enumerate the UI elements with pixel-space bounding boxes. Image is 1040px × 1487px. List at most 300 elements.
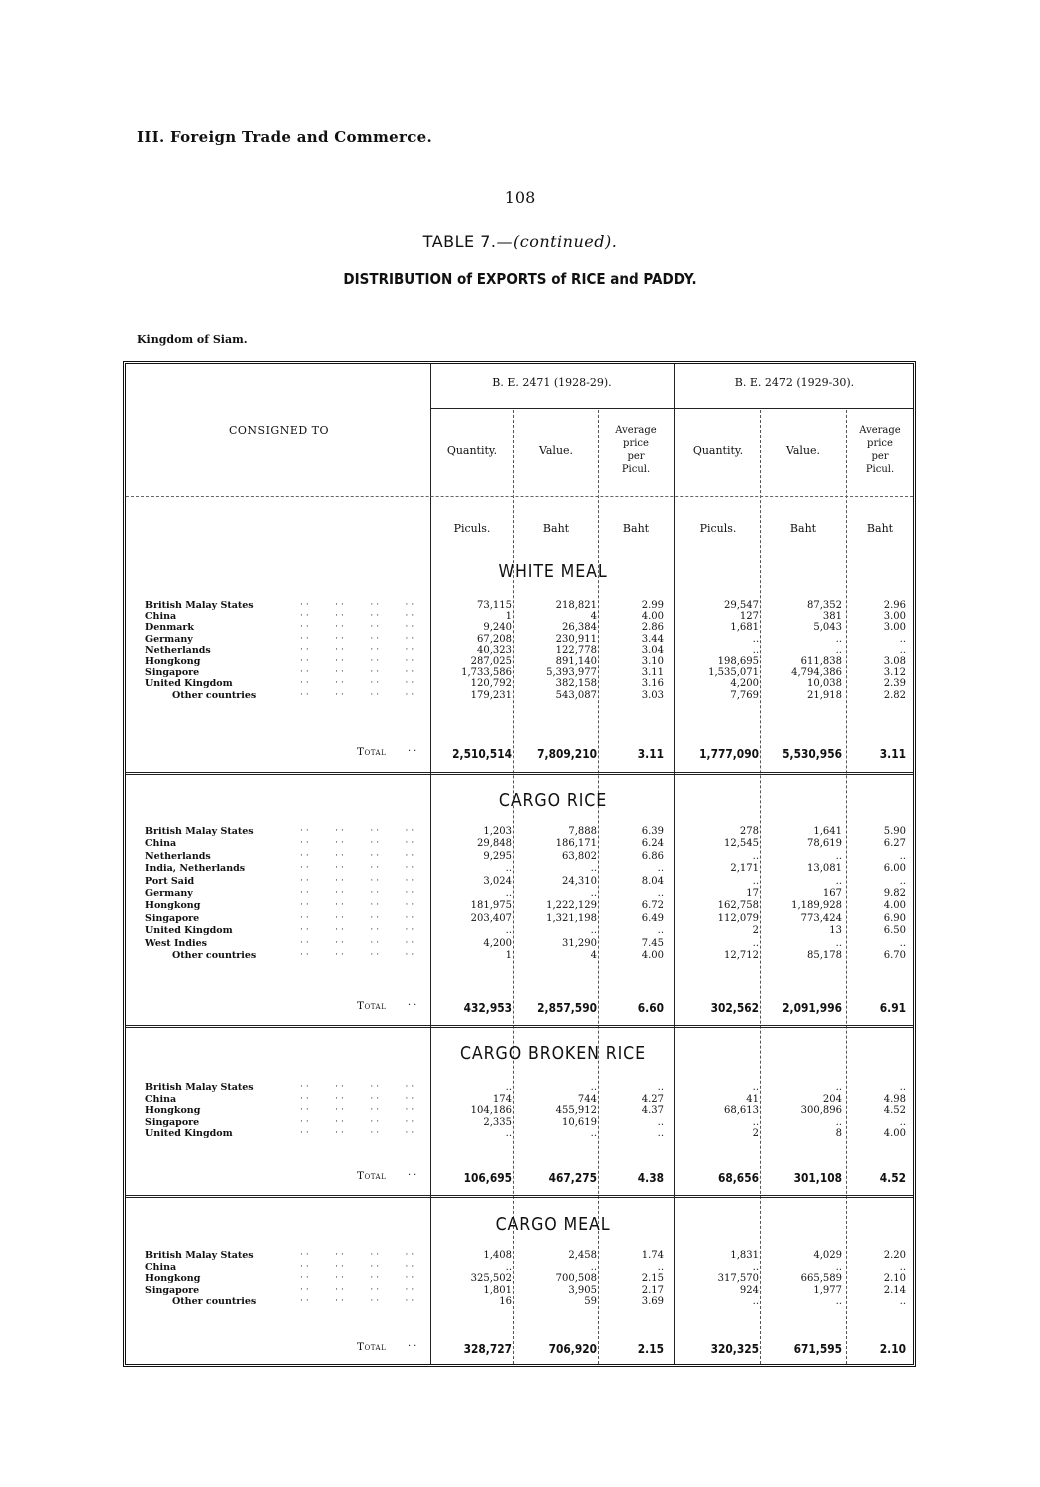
cell-c5: 1,977 xyxy=(813,1284,842,1296)
cell-c2: 230,911 xyxy=(555,633,597,645)
cell-c4: 68,613 xyxy=(724,1105,759,1116)
total-c4: 1,777,090 xyxy=(699,746,759,761)
cell-c4: .. xyxy=(752,937,759,949)
average-header-1-line1: Average xyxy=(615,425,657,436)
leader-dots: ·· ·· ·· ·· xyxy=(300,611,418,622)
total-c3: 2.15 xyxy=(637,1341,664,1356)
table-row xyxy=(0,1128,1040,1139)
cell-c3: 6.72 xyxy=(641,900,664,912)
table-row xyxy=(0,1082,1040,1093)
average-header-1-line2: price xyxy=(623,438,649,449)
leader-dots: ·· ·· ·· ·· xyxy=(300,622,418,633)
cell-c6: 2.20 xyxy=(883,1250,906,1261)
leader-dots: ·· ·· ·· ·· xyxy=(300,838,418,849)
table-row xyxy=(0,826,1040,837)
cell-c6: 2.10 xyxy=(883,1273,906,1284)
leader-dots: ·· ·· ·· ·· xyxy=(300,689,418,700)
row-country: Other countries xyxy=(172,950,257,961)
table-row xyxy=(0,1262,1040,1273)
cell-c2: 24,310 xyxy=(562,875,597,887)
cell-c4: 41 xyxy=(746,1093,759,1105)
cell-c4: .. xyxy=(752,1296,759,1307)
cell-c2: 891,140 xyxy=(555,656,597,667)
total-c5: 2,091,996 xyxy=(782,1000,842,1015)
cell-c6: .. xyxy=(899,937,906,949)
cell-c6: 4.00 xyxy=(883,1128,906,1139)
cell-c5: .. xyxy=(835,850,842,862)
row-country: United Kingdom xyxy=(145,925,233,937)
cell-c3: 3.44 xyxy=(641,633,664,645)
average-header-2-line3: per xyxy=(871,451,889,462)
total-label: Total xyxy=(357,1341,387,1353)
total-row xyxy=(0,1000,1040,1016)
total-c4: 302,562 xyxy=(710,1000,759,1015)
cell-c1: 4,200 xyxy=(483,937,512,949)
leader-dots: ·· ·· ·· ·· xyxy=(300,1082,418,1092)
cell-c3: .. xyxy=(657,925,664,937)
cell-c1: 1 xyxy=(505,950,512,961)
leader-dots: ·· ·· ·· ·· xyxy=(300,1273,418,1283)
rule-col-5 xyxy=(760,410,761,1364)
cell-c2: .. xyxy=(590,888,597,899)
cell-c1: 179,231 xyxy=(470,689,512,701)
cell-c1: 40,323 xyxy=(477,644,512,656)
cell-c3: 3.10 xyxy=(641,656,664,667)
cell-c2: 744 xyxy=(577,1093,597,1105)
cell-c3: 8.04 xyxy=(641,875,664,887)
average-header-2 xyxy=(848,424,912,476)
cell-c5: .. xyxy=(835,1116,842,1128)
period-2-header: B. E. 2472 (1929-30). xyxy=(734,376,855,389)
rule-col-6 xyxy=(846,410,847,1364)
cell-c5: 13 xyxy=(829,925,842,937)
row-country: Other countries xyxy=(172,1296,257,1307)
cell-c3: 4.37 xyxy=(641,1105,664,1116)
table-title-continued: —(continued). xyxy=(496,232,618,251)
leader-dots: ·· ·· ·· ·· xyxy=(300,644,418,655)
total-row xyxy=(0,746,1040,762)
table-row xyxy=(0,1105,1040,1116)
cell-c6: 3.00 xyxy=(883,611,906,623)
cell-c6: 3.00 xyxy=(883,622,906,634)
cell-c1: 73,115 xyxy=(477,600,512,611)
cell-c6: 5.90 xyxy=(883,826,906,837)
cell-c6: 6.70 xyxy=(883,950,906,961)
rule-section-3 xyxy=(126,1195,913,1198)
cell-c4: 1,831 xyxy=(730,1250,759,1261)
cell-c1: 2,335 xyxy=(483,1116,512,1128)
cell-c3: 4.00 xyxy=(641,950,664,961)
row-country: India, Netherlands xyxy=(145,863,246,875)
cell-c4: 2 xyxy=(752,1128,759,1139)
table-row xyxy=(0,838,1040,849)
cell-c6: 9.82 xyxy=(883,888,906,899)
cell-c6: 3.12 xyxy=(883,667,906,679)
cell-c5: 4,794,386 xyxy=(791,667,842,679)
cell-c3: 2.15 xyxy=(641,1273,664,1284)
cell-c4: .. xyxy=(752,850,759,862)
table-row xyxy=(0,645,1040,656)
cell-c3: 3.04 xyxy=(641,644,664,656)
leader-dots: ·· ·· ·· ·· xyxy=(300,1105,418,1115)
table-row xyxy=(0,656,1040,667)
table-row xyxy=(0,938,1040,949)
cell-c3: 3.03 xyxy=(641,689,664,701)
cell-c2: 4 xyxy=(590,950,597,961)
cell-c1: 203,407 xyxy=(470,912,512,924)
total-leader-dots: ·· xyxy=(408,1000,419,1011)
total-c1: 432,953 xyxy=(463,1000,512,1015)
row-country: British Malay States xyxy=(145,1250,254,1261)
unit-baht-2: Baht xyxy=(789,522,817,535)
cell-c4: 924 xyxy=(739,1284,759,1296)
cell-c4: 4,200 xyxy=(730,678,759,690)
cell-c3: 3.16 xyxy=(641,678,664,690)
cell-c4: .. xyxy=(752,1082,759,1093)
total-leader-dots: ·· xyxy=(408,1341,419,1352)
cell-c4: 278 xyxy=(739,826,759,837)
section-title: CARGO BROKEN RICE xyxy=(459,1043,647,1064)
average-header-2-line4: Picul. xyxy=(865,464,895,475)
leader-dots: ·· ·· ·· ·· xyxy=(300,863,418,874)
cell-c2: 1,222,129 xyxy=(546,900,597,912)
table-row xyxy=(0,690,1040,701)
period-1-header: B. E. 2471 (1928-29). xyxy=(492,376,612,389)
leader-dots: ·· ·· ·· ·· xyxy=(300,1128,418,1138)
table-row xyxy=(0,1250,1040,1261)
cell-c2: 10,619 xyxy=(562,1116,597,1128)
cell-c3: 7.45 xyxy=(641,937,664,949)
row-country: Germany xyxy=(145,888,193,899)
cell-c6: 3.08 xyxy=(883,656,906,667)
total-c1: 106,695 xyxy=(463,1170,512,1185)
table-row xyxy=(0,678,1040,689)
cell-c2: 382,158 xyxy=(555,678,597,690)
row-country: Hongkong xyxy=(145,900,201,912)
total-label: Total xyxy=(357,1170,387,1182)
cell-c5: 4,029 xyxy=(813,1250,842,1261)
rule-units-top xyxy=(126,496,913,497)
total-c5: 301,108 xyxy=(793,1170,842,1185)
cell-c4: 162,758 xyxy=(717,900,759,912)
cell-c4: 317,570 xyxy=(717,1273,759,1284)
cell-c4: 12,545 xyxy=(724,838,759,850)
cell-c5: .. xyxy=(835,644,842,656)
cell-c2: 700,508 xyxy=(555,1273,597,1284)
table-row xyxy=(0,950,1040,961)
cell-c4: .. xyxy=(752,1261,759,1273)
cell-c1: .. xyxy=(505,1082,512,1093)
cell-c5: .. xyxy=(835,937,842,949)
total-label: Total xyxy=(357,1000,387,1012)
cell-c2: .. xyxy=(590,1082,597,1093)
row-country: Singapore xyxy=(145,1116,200,1128)
cell-c1: .. xyxy=(505,863,512,875)
cell-c6: 4.00 xyxy=(883,900,906,912)
cell-c1: 1,408 xyxy=(483,1250,512,1261)
cell-c2: 186,171 xyxy=(555,838,597,850)
table-row xyxy=(0,913,1040,924)
total-c2: 7,809,210 xyxy=(537,746,597,761)
total-row xyxy=(0,1170,1040,1186)
leader-dots: ·· ·· ·· ·· xyxy=(300,600,418,610)
cell-c6: 4.52 xyxy=(883,1105,906,1116)
cell-c6: 2.14 xyxy=(883,1284,906,1296)
total-c6: 2.10 xyxy=(879,1341,906,1356)
cell-c3: 6.24 xyxy=(641,838,664,850)
cell-c3: 4.27 xyxy=(641,1093,664,1105)
row-country: Hongkong xyxy=(145,1273,201,1284)
total-c6: 4.52 xyxy=(879,1170,906,1185)
leader-dots: ·· ·· ·· ·· xyxy=(300,1116,418,1127)
cell-c3: 3.69 xyxy=(641,1296,664,1307)
cell-c5: .. xyxy=(835,875,842,887)
value-header-1: Value. xyxy=(538,444,574,457)
cell-c3: .. xyxy=(657,888,664,899)
cell-c5: 87,352 xyxy=(807,600,842,611)
cell-c4: .. xyxy=(752,633,759,645)
section-title: CARGO RICE xyxy=(498,790,608,811)
table-row xyxy=(0,1273,1040,1284)
cell-c6: .. xyxy=(899,1296,906,1307)
table-row xyxy=(0,600,1040,611)
cell-c2: 3,905 xyxy=(568,1284,597,1296)
cell-c6: .. xyxy=(899,644,906,656)
table-row xyxy=(0,876,1040,887)
average-header-1-line4: Picul. xyxy=(621,464,651,475)
total-c3: 4.38 xyxy=(637,1170,664,1185)
cell-c1: 9,295 xyxy=(483,850,512,862)
cell-c4: 1,681 xyxy=(730,622,759,634)
table-row xyxy=(0,1285,1040,1296)
cell-c5: 5,043 xyxy=(813,622,842,634)
table-row xyxy=(0,1117,1040,1128)
row-country: China xyxy=(145,1261,177,1273)
cell-c5: 167 xyxy=(822,888,842,899)
total-c4: 320,325 xyxy=(710,1341,759,1356)
cell-c1: 29,848 xyxy=(477,838,512,850)
total-c1: 2,510,514 xyxy=(452,746,512,761)
leader-dots: ·· ·· ·· ·· xyxy=(300,1296,418,1306)
cell-c1: .. xyxy=(505,1128,512,1139)
total-c3: 3.11 xyxy=(637,746,664,761)
leader-dots: ·· ·· ·· ·· xyxy=(300,667,418,678)
cell-c2: .. xyxy=(590,863,597,875)
cell-c2: 122,778 xyxy=(555,644,597,656)
cell-c5: 204 xyxy=(822,1093,842,1105)
leader-dots: ·· ·· ·· ·· xyxy=(300,826,418,836)
leader-dots: ·· ·· ·· ·· xyxy=(300,875,418,886)
row-country: United Kingdom xyxy=(145,678,233,690)
cell-c3: 3.11 xyxy=(641,667,664,679)
row-country: Netherlands xyxy=(145,850,211,862)
table-row xyxy=(0,634,1040,645)
leader-dots: ·· ·· ·· ·· xyxy=(300,1284,418,1295)
value-header-2: Value. xyxy=(785,444,821,457)
table-row xyxy=(0,925,1040,936)
unit-piculs-2: Piculs. xyxy=(699,522,737,535)
row-country: Other countries xyxy=(172,689,257,701)
cell-c5: 381 xyxy=(822,611,842,623)
cell-c2: 26,384 xyxy=(562,622,597,634)
total-c4: 68,656 xyxy=(717,1170,759,1185)
cell-c5: 1,641 xyxy=(813,826,842,837)
total-row xyxy=(0,1341,1040,1357)
cell-c2: 4 xyxy=(590,611,597,623)
cell-c3: .. xyxy=(657,1261,664,1273)
cell-c1: 16 xyxy=(499,1296,512,1307)
total-c3: 6.60 xyxy=(637,1000,664,1015)
row-country: China xyxy=(145,611,177,623)
cell-c6: 6.50 xyxy=(883,925,906,937)
cell-c1: 174 xyxy=(492,1093,512,1105)
cell-c2: 543,087 xyxy=(555,689,597,701)
row-country: Singapore xyxy=(145,912,200,924)
cell-c6: .. xyxy=(899,1082,906,1093)
cell-c5: 78,619 xyxy=(807,838,842,850)
cell-c6: 6.90 xyxy=(883,912,906,924)
cell-c2: 59 xyxy=(584,1296,597,1307)
leader-dots: ·· ·· ·· ·· xyxy=(300,888,418,898)
cell-c3: 6.86 xyxy=(641,850,664,862)
region-label: Kingdom of Siam. xyxy=(137,333,248,346)
table-row xyxy=(0,1094,1040,1105)
cell-c3: 1.74 xyxy=(641,1250,664,1261)
consigned-to-header: CONSIGNED TO xyxy=(228,424,330,437)
row-country: China xyxy=(145,838,177,850)
cell-c4: .. xyxy=(752,1116,759,1128)
cell-c4: 12,712 xyxy=(724,950,759,961)
leader-dots: ·· ·· ·· ·· xyxy=(300,1261,418,1272)
row-country: Singapore xyxy=(145,1284,200,1296)
cell-c1: 120,792 xyxy=(470,678,512,690)
rule-section-2 xyxy=(126,1025,913,1028)
row-country: British Malay States xyxy=(145,826,254,837)
cell-c6: 2.82 xyxy=(883,689,906,701)
total-leader-dots: ·· xyxy=(408,1170,419,1181)
average-header-2-line1: Average xyxy=(859,425,901,436)
table-row xyxy=(0,611,1040,622)
total-c5: 671,595 xyxy=(793,1341,842,1356)
total-c2: 706,920 xyxy=(548,1341,597,1356)
cell-c5: 611,838 xyxy=(800,656,842,667)
leader-dots: ·· ·· ·· ·· xyxy=(300,925,418,936)
cell-c3: .. xyxy=(657,1116,664,1128)
average-header-1-line3: per xyxy=(627,451,645,462)
page-header: III. Foreign Trade and Commerce. xyxy=(137,128,433,146)
cell-c2: 5,393,977 xyxy=(546,667,597,679)
cell-c1: 1,203 xyxy=(483,826,512,837)
cell-c1: .. xyxy=(505,1261,512,1273)
cell-c5: 773,424 xyxy=(800,912,842,924)
cell-c1: 325,502 xyxy=(470,1273,512,1284)
rule-period-bottom xyxy=(430,408,913,409)
cell-c6: 6.27 xyxy=(883,838,906,850)
section-title: CARGO MEAL xyxy=(495,1214,611,1235)
total-c5: 5,530,956 xyxy=(782,746,842,761)
cell-c4: 7,769 xyxy=(730,689,759,701)
row-country: United Kingdom xyxy=(145,1128,233,1139)
cell-c3: .. xyxy=(657,863,664,875)
leader-dots: ·· ·· ·· ·· xyxy=(300,950,418,960)
cell-c6: .. xyxy=(899,850,906,862)
cell-c2: .. xyxy=(590,1261,597,1273)
cell-c3: 4.00 xyxy=(641,611,664,623)
cell-c5: .. xyxy=(835,633,842,645)
leader-dots: ·· ·· ·· ·· xyxy=(300,678,418,689)
cell-c5: 8 xyxy=(835,1128,842,1139)
cell-c1: .. xyxy=(505,925,512,937)
cell-c5: 1,189,928 xyxy=(791,900,842,912)
cell-c5: .. xyxy=(835,1261,842,1273)
cell-c5: .. xyxy=(835,1296,842,1307)
cell-c4: 198,695 xyxy=(717,656,759,667)
cell-c5: .. xyxy=(835,1082,842,1093)
unit-baht-avg-1: Baht xyxy=(622,522,650,535)
row-country: Denmark xyxy=(145,622,194,634)
leader-dots: ·· ·· ·· ·· xyxy=(300,1093,418,1104)
rule-section-1 xyxy=(126,772,913,775)
total-label: Total xyxy=(357,746,387,758)
row-country: Netherlands xyxy=(145,644,211,656)
cell-c4: .. xyxy=(752,644,759,656)
cell-c4: 1,535,071 xyxy=(708,667,759,679)
total-leader-dots: ·· xyxy=(408,746,419,757)
cell-c5: 21,918 xyxy=(807,689,842,701)
cell-c5: 10,038 xyxy=(807,678,842,690)
leader-dots: ·· ·· ·· ·· xyxy=(300,900,418,911)
quantity-header-2: Quantity. xyxy=(692,444,744,457)
total-c6: 6.91 xyxy=(879,1000,906,1015)
cell-c6: 2.96 xyxy=(883,600,906,611)
row-country: British Malay States xyxy=(145,1082,254,1093)
cell-c4: 127 xyxy=(739,611,759,623)
cell-c6: 2.39 xyxy=(883,678,906,690)
cell-c6: 6.00 xyxy=(883,863,906,875)
cell-c2: .. xyxy=(590,925,597,937)
unit-piculs-1: Piculs. xyxy=(453,522,491,535)
cell-c1: 3,024 xyxy=(483,875,512,887)
cell-c2: 31,290 xyxy=(562,937,597,949)
quantity-header-1: Quantity. xyxy=(446,444,498,457)
cell-c1: 104,186 xyxy=(470,1105,512,1116)
cell-c3: 6.49 xyxy=(641,912,664,924)
table-title-main: TABLE 7. xyxy=(422,232,497,251)
unit-baht-avg-2: Baht xyxy=(866,522,894,535)
page-number: 108 xyxy=(504,188,536,207)
cell-c3: 2.17 xyxy=(641,1284,664,1296)
row-country: Hongkong xyxy=(145,656,201,667)
cell-c4: .. xyxy=(752,875,759,887)
table-row xyxy=(0,900,1040,911)
table-row xyxy=(0,667,1040,678)
cell-c6: .. xyxy=(899,633,906,645)
cell-c1: 9,240 xyxy=(483,622,512,634)
cell-c1: .. xyxy=(505,888,512,899)
cell-c2: 218,821 xyxy=(555,600,597,611)
table-subtitle: DISTRIBUTION of EXPORTS of RICE and PADDY. xyxy=(343,270,697,288)
table-row xyxy=(0,888,1040,899)
total-c6: 3.11 xyxy=(879,746,906,761)
table-title xyxy=(0,232,1040,251)
cell-c2: 7,888 xyxy=(568,826,597,837)
unit-baht-1: Baht xyxy=(542,522,570,535)
leader-dots: ·· ·· ·· ·· xyxy=(300,633,418,644)
table-row xyxy=(0,622,1040,633)
cell-c6: .. xyxy=(899,875,906,887)
total-c2: 467,275 xyxy=(548,1170,597,1185)
table-row xyxy=(0,863,1040,874)
